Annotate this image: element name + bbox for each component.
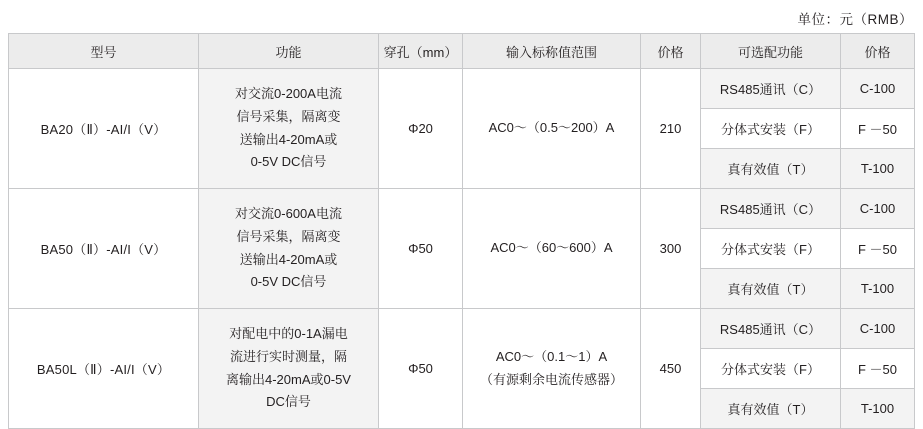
- cell-option-price: F －50: [841, 109, 915, 149]
- cell-hole-size: Φ20: [379, 69, 463, 189]
- cell-option-price: T-100: [841, 149, 915, 189]
- cell-input-range: [463, 189, 641, 309]
- column-header-optional-function: 可选配功能: [701, 34, 841, 69]
- cell-option-name: 分体式安装（F）: [701, 349, 841, 389]
- cell-option-name: 真有效值（T）: [701, 149, 841, 189]
- function-line: 0-5V DC信号: [250, 274, 327, 290]
- table-row: [9, 189, 915, 229]
- cell-option-price: C-100: [841, 69, 915, 109]
- cell-function: [199, 189, 379, 309]
- cell-option-name: RS485通讯（C）: [701, 69, 841, 109]
- cell-option-price: F －50: [841, 229, 915, 269]
- function-line: DC信号: [266, 394, 311, 410]
- table-header: [9, 34, 915, 69]
- cell-model: [9, 69, 199, 189]
- header-row: [9, 34, 915, 69]
- cell-option-price: C-100: [841, 309, 915, 349]
- column-header-function: 功能: [199, 34, 379, 69]
- table-row: [9, 309, 915, 349]
- cell-input-range: [463, 69, 641, 189]
- cell-input-range: [463, 309, 641, 429]
- cell-option-price: T-100: [841, 269, 915, 309]
- cell-option-name: RS485通讯（C）: [701, 189, 841, 229]
- cell-function: [199, 69, 379, 189]
- function-line: 对交流0-200A电流: [235, 86, 342, 101]
- cell-option-name: 分体式安装（F）: [701, 109, 841, 149]
- cell-option-name: RS485通讯（C）: [701, 309, 841, 349]
- cell-option-name: 分体式安装（F）: [701, 229, 841, 269]
- cell-hole-size: Φ50: [379, 189, 463, 309]
- cell-option-price: F －50: [841, 349, 915, 389]
- price-table-container: [8, 33, 914, 429]
- range-line: AC0～（60～600）A: [490, 240, 613, 256]
- cell-option-price: C-100: [841, 189, 915, 229]
- unit-note: 单位：元（RMB）: [797, 12, 913, 27]
- table-body: [9, 69, 915, 429]
- column-header-option-price: 价格: [841, 34, 915, 69]
- cell-model: [9, 189, 199, 309]
- function-line: 送输出4-20mA或: [239, 131, 338, 147]
- column-header-hole: 穿孔（mm）: [379, 34, 463, 69]
- model-text: BA50（Ⅱ）-AI/I（V）: [40, 242, 167, 257]
- function-line: 离输出4-20mA或0-5V: [226, 371, 351, 387]
- function-line: 流进行实时测量，隔: [229, 348, 347, 364]
- cell-option-name: 真有效值（T）: [701, 269, 841, 309]
- cell-model: [9, 309, 199, 429]
- cell-hole-size: Φ50: [379, 309, 463, 429]
- range-line: AC0～（0.5～200）A: [488, 120, 615, 136]
- cell-price: 450: [641, 309, 701, 429]
- cell-option-price: T-100: [841, 389, 915, 429]
- model-text: BA50L（Ⅱ）-AI/I（V）: [36, 362, 171, 377]
- product-price-table: [8, 33, 915, 429]
- model-text: BA20（Ⅱ）-AI/I（V）: [40, 122, 167, 137]
- function-line: 信号采集，隔离变: [236, 228, 341, 244]
- cell-price: 300: [641, 189, 701, 309]
- range-line: （有源剩余电流传感器）: [479, 371, 623, 387]
- function-line: 对交流0-600A电流: [235, 206, 342, 221]
- function-line: 信号采集，隔离变: [236, 108, 341, 124]
- column-header-model: 型号: [9, 34, 199, 69]
- cell-function: [199, 309, 379, 429]
- range-line: AC0～（0.1～1）A: [495, 349, 608, 365]
- function-line: 0-5V DC信号: [250, 154, 327, 170]
- table-row: [9, 69, 915, 109]
- cell-price: 210: [641, 69, 701, 189]
- column-header-input-range: 输入标称值范围: [463, 34, 641, 69]
- cell-option-name: 真有效值（T）: [701, 389, 841, 429]
- column-header-price: 价格: [641, 34, 701, 69]
- function-line: 送输出4-20mA或: [239, 251, 338, 267]
- function-line: 对配电中的0-1A漏电: [229, 326, 348, 341]
